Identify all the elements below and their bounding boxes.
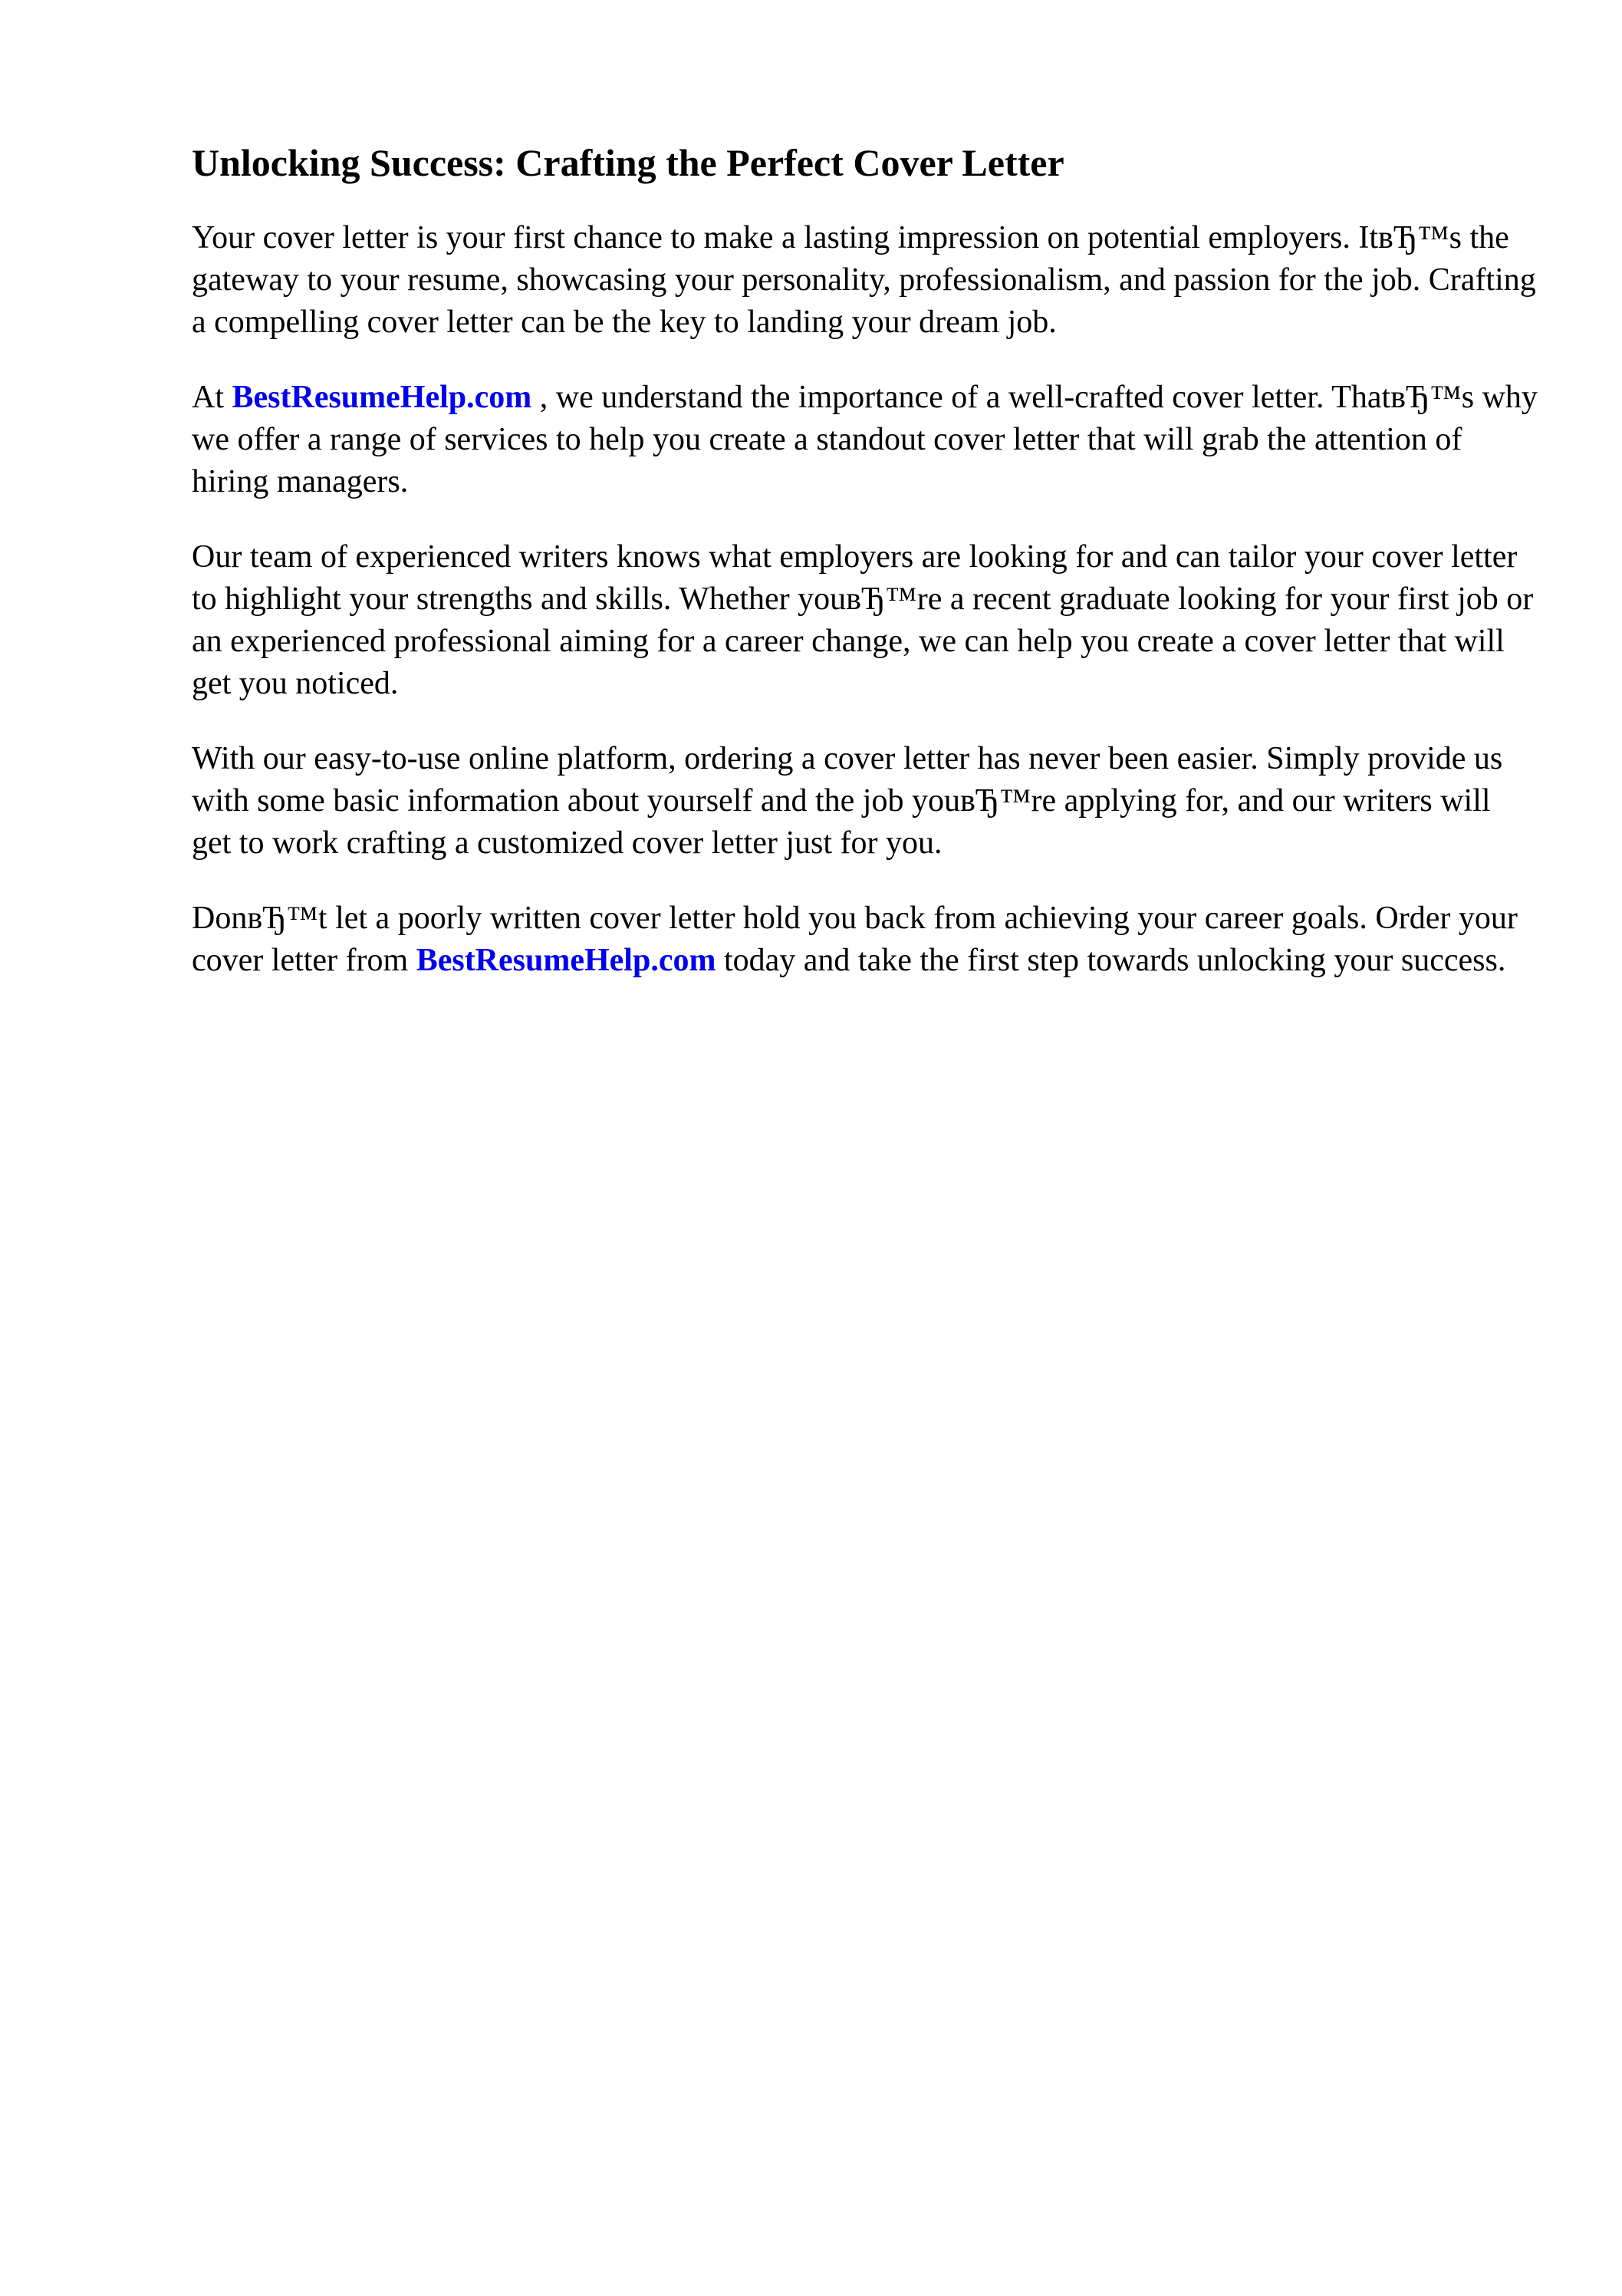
paragraph-text: Your cover letter is your first chance to make a lasting impression on potential employers. ItвЂ™s the gateway to your resume, showcasing your personality, professionalism, and passion for the job. Crafting a compelling cover letter can be the key to landing your dream job. [192, 220, 1536, 340]
paragraph-platform [192, 738, 1538, 865]
paragraph-writers [192, 536, 1538, 705]
paragraph-text: today and take the first step towards unlocking your success. [716, 943, 1506, 978]
bestresumehelp-link[interactable]: BestResumeHelp.com [232, 380, 532, 415]
paragraph-text: DonвЂ™t let a poorly written cover letter hold you back from achieving your career goals. Order your cover letter from [192, 901, 1518, 978]
paragraph-text: With our easy-to-use online platform, ordering a cover letter has never been easier. Simply provide us with some basic information about yourself and the job youвЂ™re applying for, and our writers will get to work crafting a customized cover letter just for you. [192, 741, 1503, 861]
bestresumehelp-link[interactable]: BestResumeHelp.com [416, 943, 716, 978]
paragraph-closing [192, 898, 1538, 982]
paragraph-intro [192, 217, 1538, 344]
paragraph-text: Our team of experienced writers knows what employers are looking for and can tailor your cover letter to highlight your strengths and skills. Whether youвЂ™re a recent graduate looking for your first job or an experienced professional aiming for a career change, we can help you create a cover letter that will get you noticed. [192, 539, 1534, 701]
paragraph-services [192, 377, 1538, 503]
paragraph-text: , we understand the importance of a well-crafted cover letter. ThatвЂ™s why we offer a range of services to help you create a standout cover letter that will grab the attention of hiring managers. [192, 380, 1538, 499]
page-title: Unlocking Success: Crafting the Perfect Cover Letter [192, 141, 1064, 184]
paragraph-text: At [192, 380, 232, 415]
